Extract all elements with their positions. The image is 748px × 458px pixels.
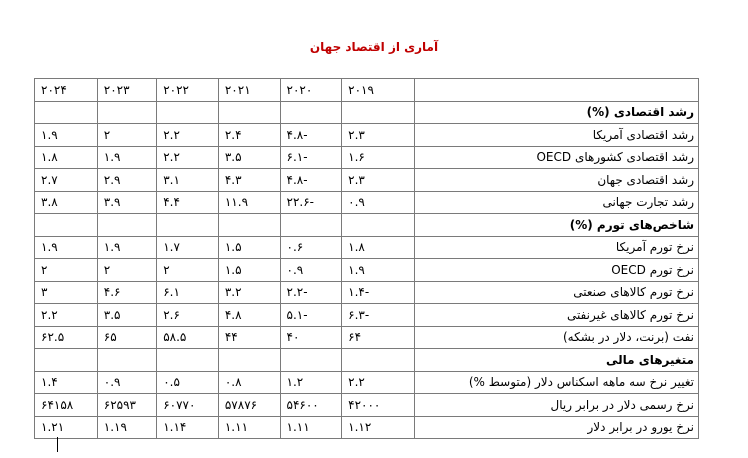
value-cell: ۰.۵ bbox=[157, 371, 219, 394]
value-cell: -۱.۴ bbox=[342, 281, 414, 304]
table-row bbox=[35, 326, 699, 349]
value-cell: ۴.۳ bbox=[218, 169, 280, 192]
value-cell: -۶.۱ bbox=[280, 146, 342, 169]
table-row bbox=[35, 394, 699, 417]
value-cell bbox=[157, 101, 219, 124]
value-cell: ۲.۲ bbox=[35, 304, 98, 327]
value-cell: ۴.۶ bbox=[97, 281, 156, 304]
value-cell: ۲.۲ bbox=[157, 124, 219, 147]
value-cell bbox=[342, 214, 414, 237]
value-cell: ۱.۱۴ bbox=[157, 416, 219, 439]
value-cell: ۶.۱ bbox=[157, 281, 219, 304]
value-cell: ۱.۱۱ bbox=[218, 416, 280, 439]
value-cell: ۱.۸ bbox=[342, 236, 414, 259]
table-body bbox=[35, 79, 699, 439]
value-cell: ۲.۲ bbox=[342, 371, 414, 394]
value-cell bbox=[97, 214, 156, 237]
row-label: رشد اقتصادی جهان bbox=[414, 169, 698, 192]
value-cell bbox=[97, 349, 156, 372]
value-cell: ۳ bbox=[35, 281, 98, 304]
table-row bbox=[35, 236, 699, 259]
value-cell: ۱.۹ bbox=[97, 146, 156, 169]
table-row bbox=[35, 146, 699, 169]
row-label: رشد اقتصادی آمریکا bbox=[414, 124, 698, 147]
value-cell: ۱.۱۱ bbox=[280, 416, 342, 439]
row-label: نرخ تورم آمریکا bbox=[414, 236, 698, 259]
section-label: متغیرهای مالی bbox=[414, 349, 698, 372]
table-row bbox=[35, 259, 699, 282]
value-cell: ۴.۸ bbox=[218, 304, 280, 327]
section-row bbox=[35, 101, 699, 124]
value-cell bbox=[280, 101, 342, 124]
value-cell: ۶۴ bbox=[342, 326, 414, 349]
value-cell: ۰.۶ bbox=[280, 236, 342, 259]
section-label: شاخص‌های تورم (%) bbox=[414, 214, 698, 237]
document-title: آماری از اقتصاد جهان bbox=[309, 40, 439, 54]
value-cell: ۱.۷ bbox=[157, 236, 219, 259]
value-cell: -۴.۸ bbox=[280, 124, 342, 147]
value-cell: ۶۲۵۹۳ bbox=[97, 394, 156, 417]
row-label: رشد تجارت جهانی bbox=[414, 191, 698, 214]
table-row bbox=[35, 416, 699, 439]
value-cell: ۴۲۰۰۰ bbox=[342, 394, 414, 417]
value-cell: ۲.۷ bbox=[35, 169, 98, 192]
value-cell: ۱.۹ bbox=[342, 259, 414, 282]
value-cell: ۵۸.۵ bbox=[157, 326, 219, 349]
value-cell: -۶.۳ bbox=[342, 304, 414, 327]
row-label: نرخ تورم OECD bbox=[414, 259, 698, 282]
value-cell: ۳.۵ bbox=[97, 304, 156, 327]
value-cell: ۴۴ bbox=[218, 326, 280, 349]
value-cell: ۶۵ bbox=[97, 326, 156, 349]
value-cell: ۱.۲ bbox=[280, 371, 342, 394]
year-cell: ۲۰۲۳ bbox=[97, 79, 156, 102]
value-cell: -۴.۸ bbox=[280, 169, 342, 192]
value-cell: ۲ bbox=[97, 259, 156, 282]
value-cell: ۲.۳ bbox=[342, 124, 414, 147]
section-row bbox=[35, 349, 699, 372]
value-cell: ۲ bbox=[157, 259, 219, 282]
value-cell: ۲.۲ bbox=[157, 146, 219, 169]
value-cell: -۲.۲ bbox=[280, 281, 342, 304]
value-cell: ۳.۱ bbox=[157, 169, 219, 192]
value-cell: ۳.۵ bbox=[218, 146, 280, 169]
value-cell: ۴۰ bbox=[280, 326, 342, 349]
row-label: رشد اقتصادی کشورهای OECD bbox=[414, 146, 698, 169]
section-label: رشد اقتصادی (%) bbox=[414, 101, 698, 124]
year-cell: ۲۰۲۴ bbox=[35, 79, 98, 102]
value-cell: ۵۴۶۰۰ bbox=[280, 394, 342, 417]
row-label: نرخ یورو در برابر دلار bbox=[414, 416, 698, 439]
header-label-cell bbox=[414, 79, 698, 102]
value-cell: ۲ bbox=[97, 124, 156, 147]
value-cell: ۱.۴ bbox=[35, 371, 98, 394]
value-cell: ۱.۵ bbox=[218, 259, 280, 282]
value-cell bbox=[35, 214, 98, 237]
value-cell: ۲ bbox=[35, 259, 98, 282]
value-cell bbox=[97, 101, 156, 124]
value-cell: ۴.۴ bbox=[157, 191, 219, 214]
value-cell bbox=[218, 101, 280, 124]
value-cell: ۱.۲۱ bbox=[35, 416, 98, 439]
value-cell bbox=[35, 349, 98, 372]
value-cell: ۱.۱۲ bbox=[342, 416, 414, 439]
value-cell: ۳.۸ bbox=[35, 191, 98, 214]
value-cell: ۱.۹ bbox=[97, 236, 156, 259]
value-cell: ۲.۴ bbox=[218, 124, 280, 147]
value-cell: ۳.۲ bbox=[218, 281, 280, 304]
value-cell: ۲.۳ bbox=[342, 169, 414, 192]
value-cell: ۶۰۷۷۰ bbox=[157, 394, 219, 417]
table-row bbox=[35, 124, 699, 147]
value-cell: ۰.۹ bbox=[97, 371, 156, 394]
value-cell: -۵.۱ bbox=[280, 304, 342, 327]
value-cell bbox=[342, 101, 414, 124]
row-label: تغییر نرخ سه ماهه اسکناس دلار (متوسط %) bbox=[414, 371, 698, 394]
value-cell: ۱.۹ bbox=[35, 236, 98, 259]
value-cell: ۰.۸ bbox=[218, 371, 280, 394]
value-cell: ۶۴۱۵۸ bbox=[35, 394, 98, 417]
value-cell: ۶۲.۵ bbox=[35, 326, 98, 349]
economic-stats-table bbox=[34, 78, 699, 439]
value-cell bbox=[280, 349, 342, 372]
row-label: نفت (برنت، دلار در بشکه) bbox=[414, 326, 698, 349]
value-cell: ۱.۱۹ bbox=[97, 416, 156, 439]
value-cell: ۲.۶ bbox=[157, 304, 219, 327]
table-row bbox=[35, 304, 699, 327]
value-cell bbox=[35, 101, 98, 124]
row-label: نرخ رسمی دلار در برابر ریال bbox=[414, 394, 698, 417]
value-cell bbox=[157, 214, 219, 237]
value-cell: ۱.۸ bbox=[35, 146, 98, 169]
value-cell bbox=[218, 214, 280, 237]
year-cell: ۲۰۲۱ bbox=[218, 79, 280, 102]
value-cell: ۱.۹ bbox=[35, 124, 98, 147]
year-cell: ۲۰۲۰ bbox=[280, 79, 342, 102]
year-cell: ۲۰۲۲ bbox=[157, 79, 219, 102]
value-cell: ۲.۹ bbox=[97, 169, 156, 192]
text-cursor bbox=[57, 437, 58, 452]
value-cell: ۱۱.۹ bbox=[218, 191, 280, 214]
row-label: نرخ تورم کالاهای صنعتی bbox=[414, 281, 698, 304]
value-cell: ۵۷۸۷۶ bbox=[218, 394, 280, 417]
value-cell bbox=[157, 349, 219, 372]
row-label: نرخ تورم کالاهای غیرنفتی bbox=[414, 304, 698, 327]
value-cell: ۱.۶ bbox=[342, 146, 414, 169]
year-cell: ۲۰۱۹ bbox=[342, 79, 414, 102]
value-cell: -۲۲.۶ bbox=[280, 191, 342, 214]
table-row bbox=[35, 281, 699, 304]
value-cell bbox=[280, 214, 342, 237]
value-cell bbox=[342, 349, 414, 372]
section-row bbox=[35, 214, 699, 237]
table-row bbox=[35, 191, 699, 214]
value-cell bbox=[218, 349, 280, 372]
value-cell: ۳.۹ bbox=[97, 191, 156, 214]
table-row bbox=[35, 169, 699, 192]
value-cell: ۰.۹ bbox=[280, 259, 342, 282]
header-row bbox=[35, 79, 699, 102]
value-cell: ۱.۵ bbox=[218, 236, 280, 259]
table-row bbox=[35, 371, 699, 394]
value-cell: ۰.۹ bbox=[342, 191, 414, 214]
